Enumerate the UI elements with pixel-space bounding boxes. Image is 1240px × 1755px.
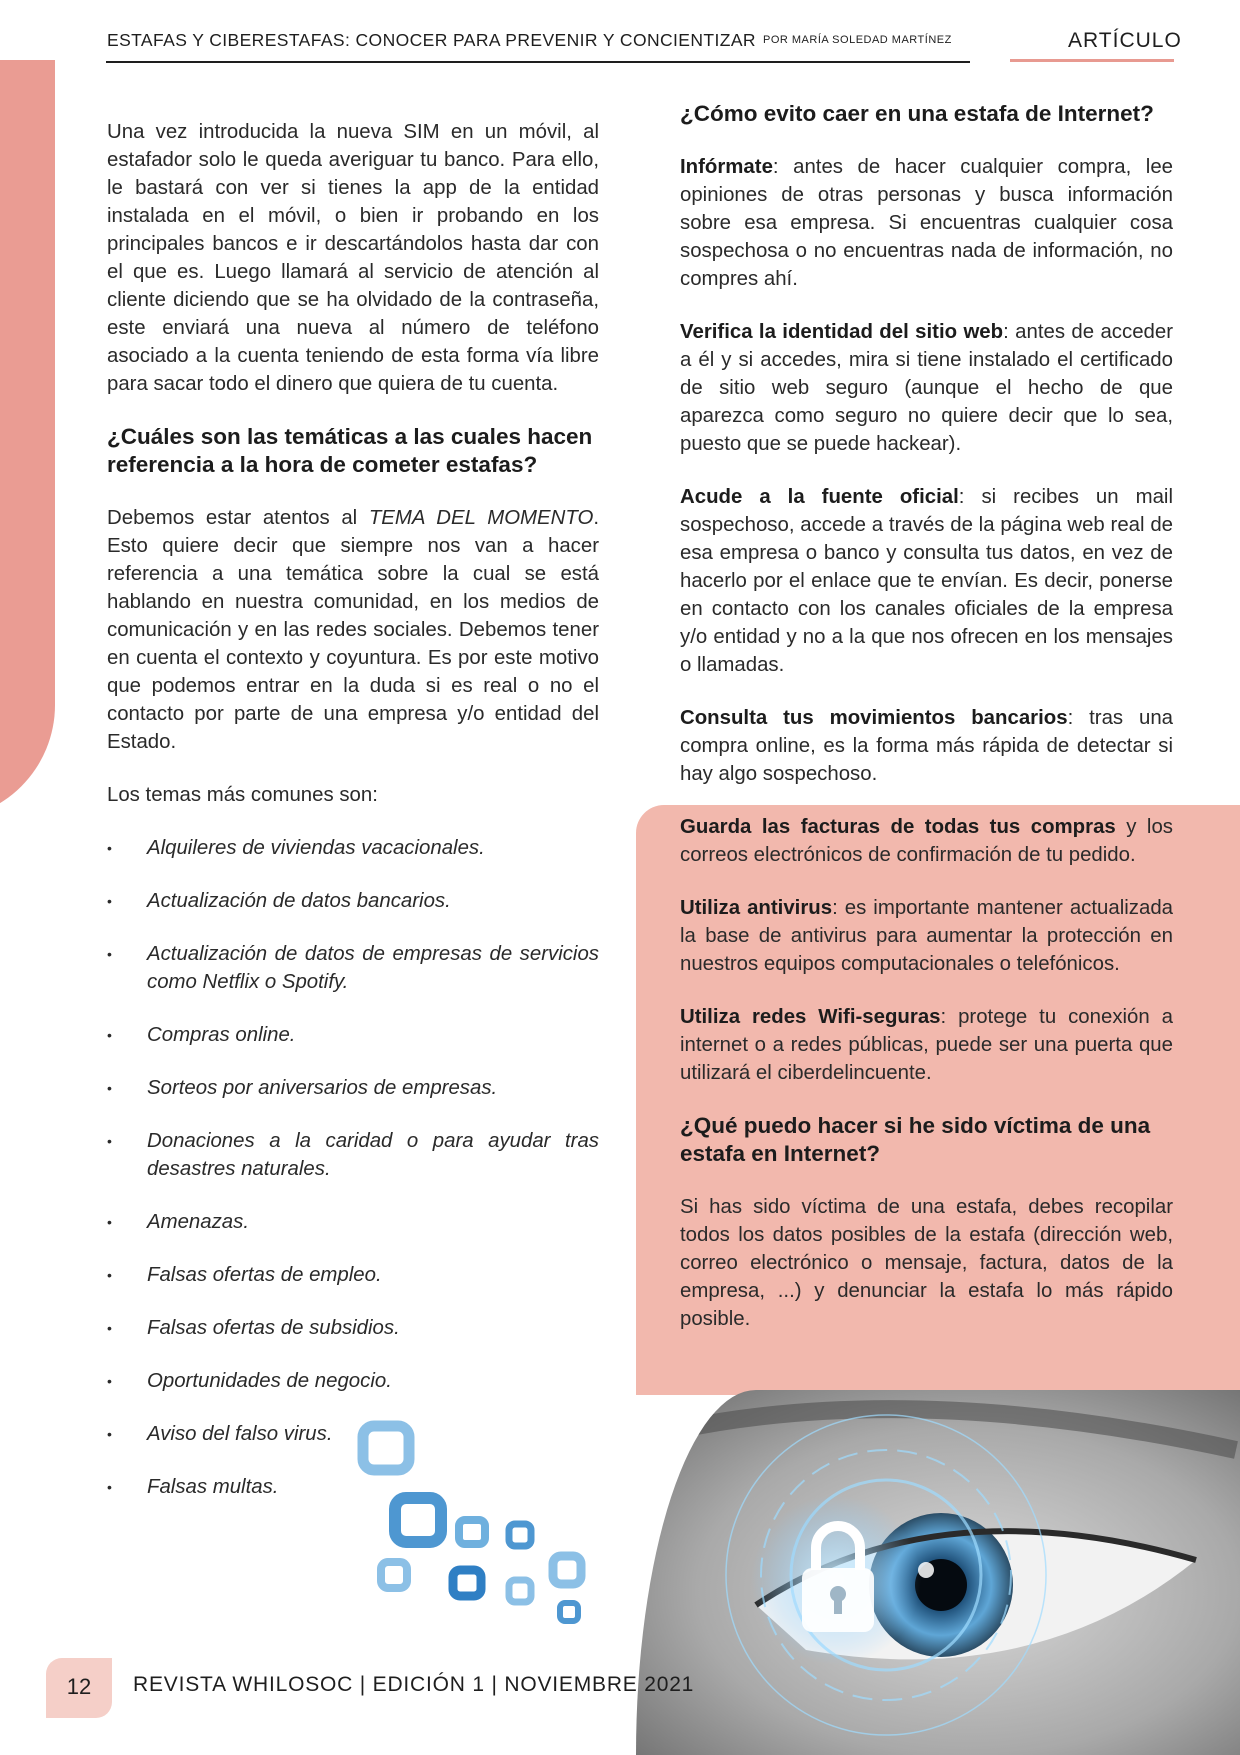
list-intro: Los temas más comunes son: (107, 784, 378, 806)
list-item: • Actualización de datos bancarios. (107, 887, 599, 915)
footer-publication: REVISTA WHILOSOC | EDICIÓN 1 | NOVIEMBRE 2021 (133, 1673, 695, 1696)
tip-term: Verifica la identidad del sitio web (680, 321, 1004, 343)
list-item: • Amenazas. (107, 1208, 599, 1236)
list-item: • Oportunidades de negocio. (107, 1367, 599, 1395)
list-item: • Falsas ofertas de empleo. (107, 1261, 599, 1289)
square-shape (453, 1570, 481, 1596)
list-item: • Actualización de datos de empresas de servicios como Netflix o Spotify. (107, 940, 599, 996)
topic-context-paragraph: Debemos estar atentos al TEMA DEL MOMENTO. Esto quiere decir que siempre nos van a hacer referencia a una temática sobre la cual se está hablando en nuestra comunidad, en los medios de comunicación y en las redes sociales. Debemos tener en cuenta el contexto y coyuntura. Es por este motivo que podemos entrar en la duda si es real o no el contacto por parte de una empresa y/o entidad del Estado. (107, 507, 599, 753)
emphasis-text: TEMA DEL MOMENTO (368, 507, 594, 529)
tip-paragraph: Acude a la fuente oficial: si recibes un mail sospechoso, accede a través de la página web real de esa empresa o banco y consulta tus datos, en vez de hacerlo por el enlace que te envían. Es decir, ponerse en contacto con los canales oficiales de la empresa y/o entidad y no a la que nos ofrecen en los mensajes o llamadas. (680, 486, 1173, 676)
square-shape (381, 1562, 407, 1588)
victim-heading: ¿Qué puedo hacer si he sido víctima de una estafa en Internet? (680, 1113, 1151, 1166)
eye-padlock-icon (636, 1390, 1240, 1755)
left-column (107, 118, 599, 1526)
list-item: • Alquileres de viviendas vacacionales. (107, 834, 599, 862)
intro-paragraph: Una vez introducida la nueva SIM en un móvil, al estafador solo le queda averiguar tu banco. Para ello, le bastará con ver si tienes la app de la entidad instalada en el móvil, o bien ir probando en los principales bancos e ir descartándolos hasta dar con el que es. Luego llamará al servicio de atención al cliente diciendo que se ha olvidado de la contraseña, este enviará una nueva al número de teléfono asociado a la cuenta teniendo de esta forma vía libre para sacar todo el dinero que quiera de tu cuenta. (107, 121, 599, 395)
eye-padlock-photo (636, 1390, 1240, 1755)
square-shape (509, 1524, 531, 1546)
prevention-heading: ¿Cómo evito caer en una estafa de Internet? (680, 101, 1154, 126)
section-label: ARTÍCULO (1068, 29, 1182, 52)
blue-squares-decoration (355, 1420, 605, 1635)
topics-heading: ¿Cuáles son las temáticas a las cuales hacen referencia a la hora de cometer estafas? (107, 424, 593, 477)
header-divider (106, 61, 970, 63)
section-underline (1010, 59, 1174, 62)
tip-term: Consulta tus movimientos bancarios (680, 707, 1068, 729)
tip-paragraph: Guarda las facturas de todas tus compras y los correos electrónicos de confirmación de tu pedido. (680, 816, 1174, 866)
list-item: • Falsas multas. (107, 1473, 599, 1501)
square-shape (509, 1580, 531, 1602)
article-author: POR MARÍA SOLEDAD MARTÍNEZ (763, 34, 952, 46)
square-shape (459, 1520, 485, 1544)
right-column (680, 100, 1173, 1333)
tip-paragraph: Utiliza redes Wifi-seguras: protege tu conexión a internet o a redes públicas, puede ser una puerta que utilizará el ciberdelincuente. (680, 1006, 1173, 1084)
list-item: • Donaciones a la caridad o para ayudar tras desastres naturales. (107, 1127, 599, 1183)
page-number: 12 (66, 1674, 92, 1699)
list-item: • Sorteos por aniversarios de empresas. (107, 1074, 599, 1102)
list-item: • Aviso del falso virus. (107, 1420, 599, 1448)
left-accent-tab (0, 60, 55, 820)
square-shape (560, 1603, 578, 1621)
square-shape (553, 1556, 581, 1584)
tip-paragraph: Utiliza antivirus: es importante mantener actualizada la base de antivirus para aumentar la protección en nuestros equipos computacionales o telefónicos. (680, 897, 1173, 975)
square-shape (395, 1498, 441, 1542)
tip-term: Guarda las facturas de todas tus compras (680, 816, 1116, 838)
tip-term: Infórmate (680, 156, 773, 178)
closing-paragraph: Si has sido víctima de una estafa, debes recopilar todos los datos posibles de la estafa (dirección web, correo electrónico o mensaje, factura, datos de la empresa, ...) y denunciar la estafa lo más rápido posible. (680, 1196, 1173, 1330)
list-item: • Compras online. (107, 1021, 599, 1049)
list-item: • Falsas ofertas de subsidios. (107, 1314, 599, 1342)
tip-paragraph: Verifica la identidad del sitio web: antes de acceder a él y si accedes, mira si tiene instalado el certificado de sitio web seguro (aunque el hecho de que aparezca como seguro no quiere decir que lo sea, puesto que se puede hackear). (680, 321, 1174, 455)
tip-term: Acude a la fuente oficial (680, 486, 959, 508)
tip-term: Utiliza antivirus (680, 897, 833, 919)
square-shape (363, 1426, 409, 1470)
tip-term: Utiliza redes Wifi-seguras (680, 1006, 941, 1028)
topics-list (107, 834, 599, 1501)
tip-paragraph: Infórmate: antes de hacer cualquier compra, lee opiniones de otras personas y busca información sobre esa empresa. Si encuentras cualquier cosa sospechosa o no encuentras nada de información, no compres ahí. (680, 156, 1173, 290)
tip-paragraph: Consulta tus movimientos bancarios: tras una compra online, es la forma más rápida de detectar si hay algo sospechoso. (680, 707, 1174, 785)
article-title: ESTAFAS Y CIBERESTAFAS: CONOCER PARA PREVENIR Y CONCIENTIZAR (107, 30, 756, 50)
